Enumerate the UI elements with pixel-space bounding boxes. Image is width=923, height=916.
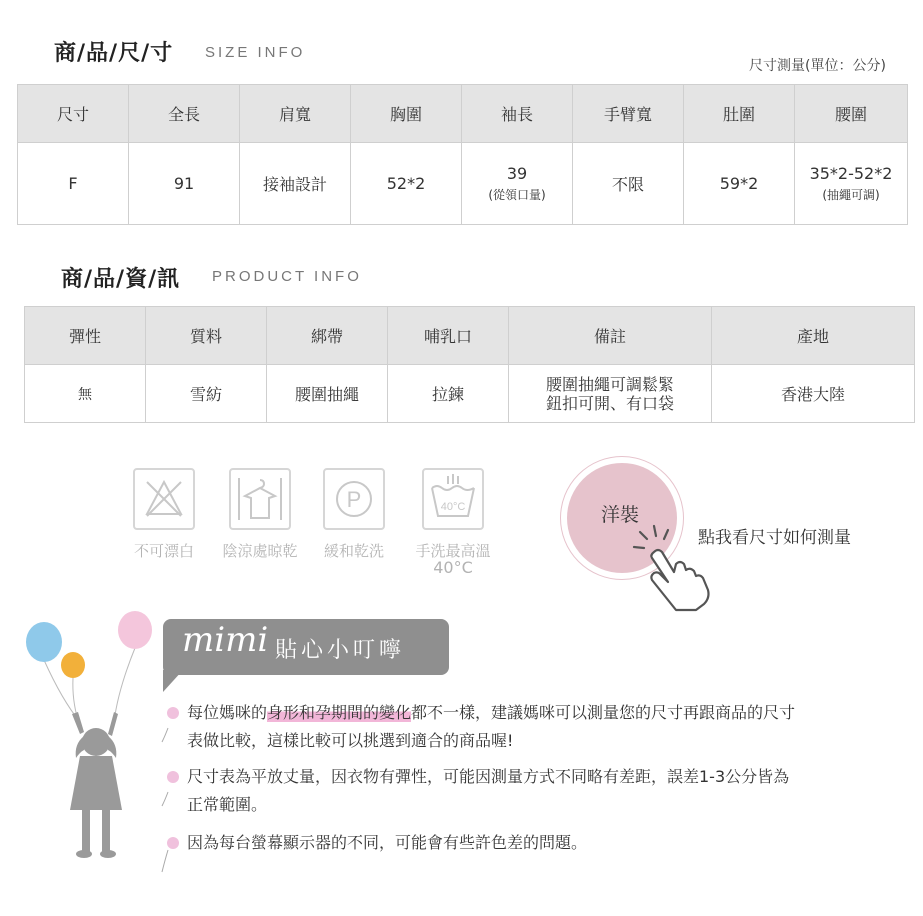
girl-with-balloons-illustration: [22, 610, 162, 870]
waist-value: 35*2-52*2: [809, 164, 893, 183]
dryclean-glyph: P: [346, 487, 362, 512]
measure-guide-link[interactable]: 點我看尺寸如何測量: [698, 528, 851, 548]
tip-1: [187, 699, 907, 755]
remark-line1: 腰圍抽繩可調鬆緊: [545, 374, 674, 394]
product-header-material: 質料: [146, 307, 267, 365]
length-value: 91: [129, 143, 240, 225]
waist-note: (抽繩可調): [822, 188, 880, 202]
size-table: [17, 84, 908, 225]
tips-banner-tail: [163, 670, 183, 692]
tip2-line2: 正常範圍。: [187, 795, 268, 814]
size-table-header-row: [18, 85, 908, 143]
product-header-remark: 備註: [509, 307, 712, 365]
tip-3: 因為每台螢幕顯示器的不同，可能會有些許色差的問題。: [187, 833, 588, 852]
size-unit-note: 尺寸測量(單位：公分): [749, 58, 886, 74]
wash-temp-glyph: 40°C: [440, 501, 466, 513]
waist-cell: [795, 143, 908, 225]
size-section-subtitle: SIZE INFO: [205, 44, 306, 61]
tips-divider-lines: [160, 700, 180, 880]
product-section-title: 商/品/資/訊: [61, 267, 181, 292]
size-header-belly: 肚圍: [684, 85, 795, 143]
sleeve-note: (從領口量): [488, 188, 546, 202]
pink-balloon: [118, 611, 152, 649]
product-header-nursing: 哺乳口: [388, 307, 509, 365]
tips-title: 貼心小叮嚀: [275, 638, 406, 663]
size-header-chest: 胸圍: [351, 85, 462, 143]
tie-value: 腰圍抽繩: [267, 365, 388, 423]
belly-value: 59*2: [684, 143, 795, 225]
size-header-length: 全長: [129, 85, 240, 143]
care-label-dryclean: 緩和乾洗: [323, 542, 384, 560]
care-label-no-bleach: 不可漂白: [133, 542, 194, 560]
care-label-hand-wash-temp: 40°C: [433, 558, 473, 577]
product-table-header-row: [25, 307, 915, 365]
tip-bullet: [167, 837, 179, 849]
hand-wash-40-icon: [422, 468, 484, 530]
size-section-title: 商/品/尺/寸: [54, 41, 174, 66]
sleeve-value: 39: [506, 164, 528, 183]
size-header-arm: 手臂寬: [573, 85, 684, 143]
arm-value: 不限: [573, 143, 684, 225]
chest-value: 52*2: [351, 143, 462, 225]
remark-cell: [509, 365, 712, 423]
size-header-shoulder: 肩寬: [240, 85, 351, 143]
sleeve-cell: [462, 143, 573, 225]
tip-bullet: [167, 771, 179, 783]
tip1-prefix: 每位媽咪的: [187, 703, 268, 722]
shade-dry-icon: [229, 468, 291, 530]
tip1-highlight: 身形和孕期間的變化: [267, 703, 412, 722]
material-value: 雪紡: [146, 365, 267, 423]
care-label-hand-wash: 手洗最高溫: [415, 542, 491, 560]
size-header-waist: 腰圍: [795, 85, 908, 143]
mimi-brand: mimi: [182, 620, 269, 660]
tip-2: [187, 763, 907, 819]
product-section-subtitle: PRODUCT INFO: [212, 268, 362, 285]
tip-bullet: [167, 707, 179, 719]
gentle-dryclean-icon: [323, 468, 385, 530]
product-header-origin: 產地: [712, 307, 915, 365]
origin-value: 香港大陸: [712, 365, 915, 423]
blue-balloon: [26, 622, 62, 662]
product-table-row: [25, 365, 915, 423]
size-value: F: [18, 143, 129, 225]
product-header-tie: 綁帶: [267, 307, 388, 365]
size-table-row: [18, 143, 908, 225]
product-header-elasticity: 彈性: [25, 307, 146, 365]
elasticity-value: 無: [25, 365, 146, 423]
tip2-line1: 尺寸表為平放丈量，因衣物有彈性，可能因測量方式不同略有差距，誤差1-3公分皆為: [187, 767, 790, 786]
shoulder-value: 接袖設計: [240, 143, 351, 225]
care-label-shade-dry: 陰涼處晾乾: [222, 542, 298, 560]
tip1-suffix: 都不一樣，建議媽咪可以測量您的尺寸再跟商品的尺寸: [411, 703, 796, 722]
product-table: [24, 306, 915, 423]
nursing-value: 拉鍊: [388, 365, 509, 423]
category-label: 洋裝: [600, 504, 639, 526]
remark-line2: 鈕扣可開、有口袋: [545, 393, 674, 413]
no-bleach-icon: [133, 468, 195, 530]
size-header-size: 尺寸: [18, 85, 129, 143]
tip1-line2: 表做比較，這樣比較可以挑選到適合的商品喔!: [187, 731, 514, 750]
orange-balloon: [61, 652, 85, 678]
size-header-sleeve: 袖長: [462, 85, 573, 143]
